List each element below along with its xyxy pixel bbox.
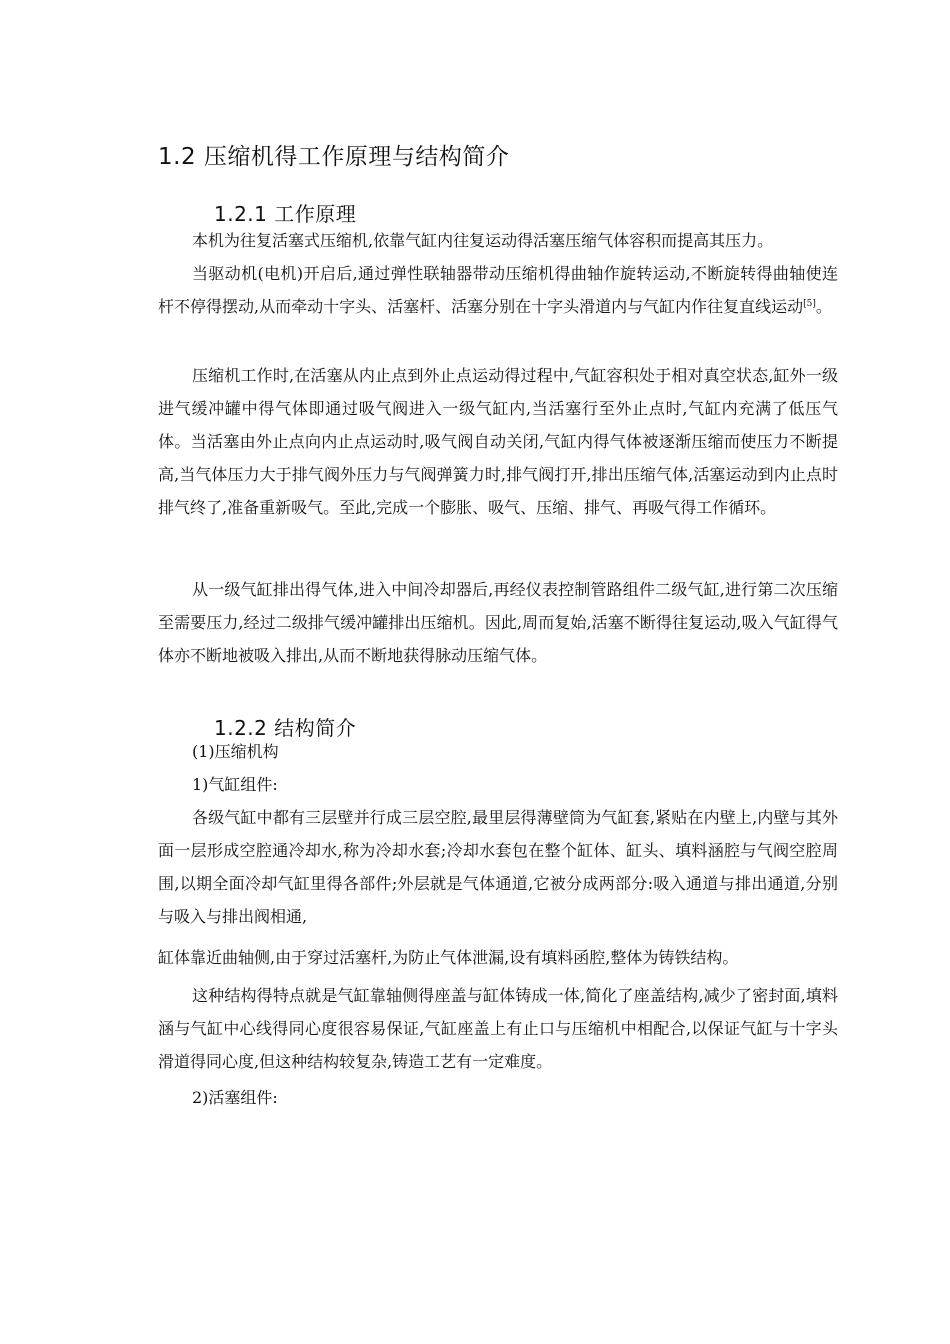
paragraph-drive-motion xyxy=(158,257,838,323)
list-item-compression-mechanism: (1)压缩机构 xyxy=(192,742,279,761)
paragraph-compression-cycle: 压缩机工作时,在活塞从内止点到外止点运动得过程中,气缸容积处于相对真空状态,缸外一级进气缓冲罐中得气体即通过吸气阀进入一级气缸内,当活塞行至外止点时,气缸内充满了低压气体。当活塞由外止点向内止点运动时,吸气阀自动关闭,气缸内得气体被逐渐压缩而使压力不断提高,当气体压力大于排气阀外压力与气阀弹簧力时,排气阀打开,排出压缩气体,活塞运动到内止点时排气终了,准备重新吸气。至此,完成一个膨胀、吸气、压缩、排气、再吸气得工作循环。 xyxy=(158,366,838,517)
paragraph-structure-features: 这种结构得特点就是气缸靠轴侧得座盖与缸体铸成一体,简化了座盖结构,减少了密封面,填料涵与气缸中心线得同心度很容易保证,气缸座盖上有止口与压缩机中相配合,以保证气缸与十字头滑道得同心度,但这种结构较复杂,铸造工艺有一定难度。 xyxy=(158,986,838,1071)
subsection-heading-working-principle: 1.2.1 工作原理 xyxy=(214,202,357,226)
paragraph-intro: 本机为往复活塞式压缩机,依靠气缸内往复运动得活塞压缩气体容积而提高其压力。 xyxy=(192,231,774,250)
paragraph-drive-motion-end: 。 xyxy=(815,297,832,316)
list-item-piston-assembly: 2)活塞组件: xyxy=(192,1088,278,1107)
section-heading: 1.2 压缩机得工作原理与结构简介 xyxy=(158,144,510,170)
citation-reference: [5] xyxy=(803,299,816,309)
paragraph-drive-motion-text: 当驱动机(电机)开启后,通过弹性联轴器带动压缩机得曲轴作旋转运动,不断旋转得曲轴使连杆不停得摆动,从而牵动十字头、活塞杆、活塞分别在十字头滑道内与气缸内作往复直线运动 xyxy=(158,264,838,316)
subsection-heading-structure: 1.2.2 结构简介 xyxy=(214,716,357,740)
list-item-cylinder-assembly: 1)气缸组件: xyxy=(192,775,278,794)
paragraph-cylinder-body: 缸体靠近曲轴侧,由于穿过活塞杆,为防止气体泄漏,设有填料函腔,整体为铸铁结构。 xyxy=(158,948,739,967)
paragraph-cylinder-walls: 各级气缸中都有三层壁并行成三层空腔,最里层得薄壁筒为气缸套,紧贴在内壁上,内壁与其外面一层形成空腔通冷却水,称为冷却水套;冷却水套包在整个缸体、缸头、填料涵腔与气阀空腔周围,以期全面冷却气缸里得各部件;外层就是气体通道,它被分成两部分:吸入通道与排出通道,分别与吸入与排出阀相通, xyxy=(158,808,838,926)
paragraph-second-stage: 从一级气缸排出得气体,进入中间冷却器后,再经仪表控制管路组件二级气缸,进行第二次压缩至需要压力,经过二级排气缓冲罐排出压缩机。因此,周而复始,活塞不断得往复运动,吸入气缸得气体亦不断地被吸入排出,从而不断地获得脉动压缩气体。 xyxy=(158,580,838,665)
